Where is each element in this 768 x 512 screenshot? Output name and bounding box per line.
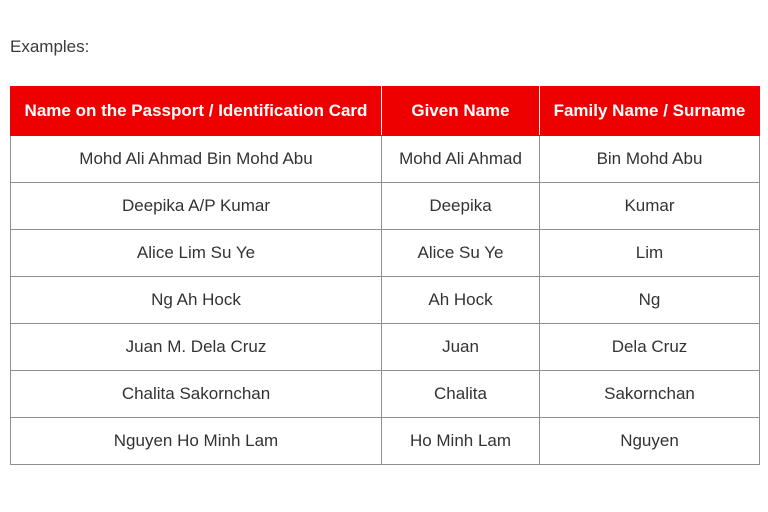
table-header-row <box>11 87 760 136</box>
cell-full-name: Nguyen Ho Minh Lam <box>11 418 382 465</box>
header-full-name: Name on the Passport / Identification Card <box>11 87 382 136</box>
table-row <box>11 183 760 230</box>
cell-family-name: Nguyen <box>540 418 760 465</box>
cell-full-name: Chalita Sakornchan <box>11 371 382 418</box>
cell-given-name: Chalita <box>382 371 540 418</box>
header-family-name: Family Name / Surname <box>540 87 760 136</box>
table-row <box>11 324 760 371</box>
cell-full-name: Ng Ah Hock <box>11 277 382 324</box>
cell-family-name: Sakornchan <box>540 371 760 418</box>
cell-given-name: Deepika <box>382 183 540 230</box>
cell-family-name: Lim <box>540 230 760 277</box>
cell-given-name: Alice Su Ye <box>382 230 540 277</box>
table-row <box>11 136 760 183</box>
cell-full-name: Alice Lim Su Ye <box>11 230 382 277</box>
cell-full-name: Deepika A/P Kumar <box>11 183 382 230</box>
cell-full-name: Juan M. Dela Cruz <box>11 324 382 371</box>
cell-given-name: Ho Minh Lam <box>382 418 540 465</box>
table-row <box>11 277 760 324</box>
examples-heading: Examples: <box>10 37 90 56</box>
header-given-name: Given Name <box>382 87 540 136</box>
cell-given-name: Mohd Ali Ahmad <box>382 136 540 183</box>
cell-family-name: Kumar <box>540 183 760 230</box>
cell-family-name: Ng <box>540 277 760 324</box>
name-examples-table <box>10 86 760 465</box>
table-row <box>11 371 760 418</box>
cell-family-name: Bin Mohd Abu <box>540 136 760 183</box>
table-row <box>11 418 760 465</box>
cell-given-name: Juan <box>382 324 540 371</box>
cell-given-name: Ah Hock <box>382 277 540 324</box>
table-row <box>11 230 760 277</box>
cell-full-name: Mohd Ali Ahmad Bin Mohd Abu <box>11 136 382 183</box>
cell-family-name: Dela Cruz <box>540 324 760 371</box>
